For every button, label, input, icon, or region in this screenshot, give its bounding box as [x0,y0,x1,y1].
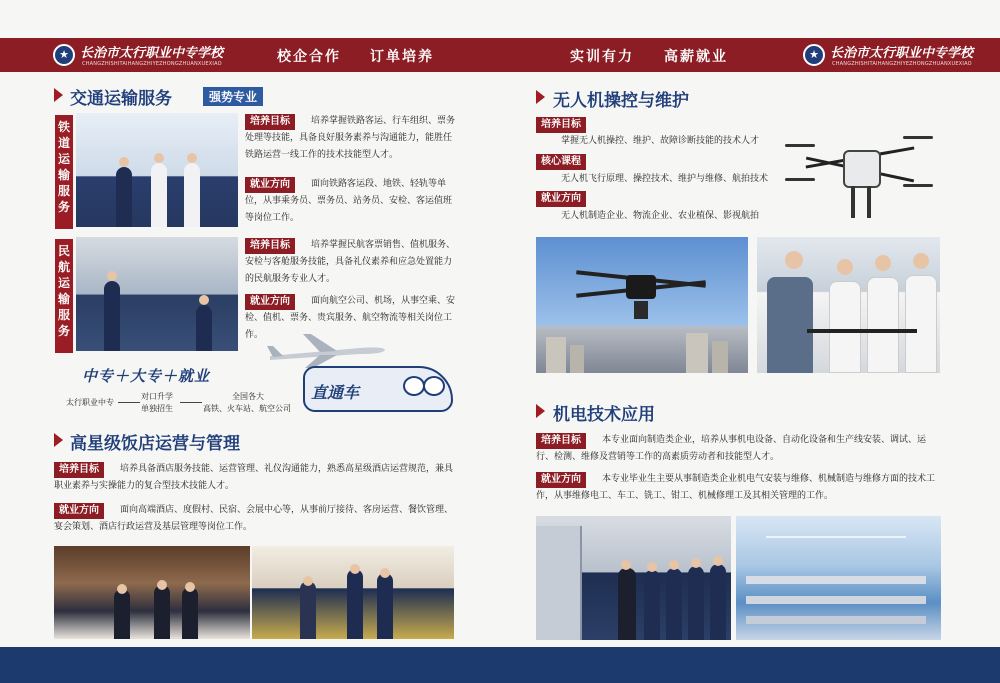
teacher-figure [618,568,636,640]
section-arrow-icon [536,90,545,104]
student-head [647,562,657,572]
hotel-goal-text: 培养具备酒店服务技能、运营管理、礼仪沟通能力，熟悉高星级酒店运营规范，兼具职业素养与实操能力的复合型技术技能人才。 [54,464,454,491]
bus-eye-icon [423,376,445,396]
footer-bar [0,647,1000,683]
hotel-title: 高星级饭店运营与管理 [70,434,240,454]
student-head [837,259,853,275]
rail-staff-photo [76,113,238,227]
school-name-right: 长治市太行职业中专学校 [830,46,974,61]
hotel-reception-photo [54,546,250,639]
hotel-job-text: 面向高端酒店、度假村、民宿、会展中心等，从事前厅接待、客房运营、餐饮管理、宴会策划、酒店行政运营及基层管理等岗位工作。 [54,505,454,532]
arrow-right-icon [118,402,140,403]
drone-lab-photo [757,237,940,373]
staff-head [185,582,195,592]
express-bus-logo [303,366,453,412]
section-arrow-icon [54,433,63,447]
mechatronics-title: 机电技术应用 [553,405,655,425]
school-sub-left: CHANGZHISHITAIHANGZHIYEZHONGZHUANXUEXIAO [82,61,222,67]
express-bus-text: 直通车 [311,383,360,402]
rail-job-text: 面向铁路客运段、地铁、轻轨等单位，从事乘务员、票务员、站务员、安检、客运值班等岗位工作。 [245,179,453,223]
drone-course-text: 无人机飞行原理、操控技术、维护与维修、航拍技术 [561,174,769,184]
student-head [875,255,891,271]
stewardess-head [199,295,209,305]
building [546,337,566,373]
drone-job-text: 无人机制造企业、物流企业、农业植保、影视航拍 [561,211,760,221]
pathway-step-2b: 单独招生 [141,404,173,413]
airplane-icon [265,328,390,370]
building [686,333,708,373]
staff-figure [300,581,316,639]
student-head [691,558,701,568]
rail-goal-text: 培养掌握铁路客运、行车组织、票务处理等技能，具备良好服务素养与沟通能力，能胜任铁路运营一线工作的技术技能型人才。 [245,116,456,160]
stewardess-figure [196,305,212,351]
slogan-3: 实训有力 [570,49,634,65]
attendant-figure [116,167,132,227]
student-figure [666,568,682,640]
staff-figure [377,573,393,639]
rotor-icon [785,144,815,147]
slogan-2: 订单培养 [370,49,434,65]
student-figure [644,570,660,640]
production-line [746,576,926,584]
aviation-goal-tag: 培养目标 [245,238,295,254]
drone-leg [851,186,855,218]
pathway-step-3b: 高铁、火车站、航空公司 [203,404,291,413]
hotel-goal-tag: 培养目标 [54,462,104,478]
staff-head [303,576,313,586]
bus-eye-icon [403,376,425,396]
hotel-housekeeping-photo [252,546,454,639]
drone-arm [807,329,917,333]
teacher-head [785,251,803,269]
drone-camera [634,301,648,319]
aviation-job-text: 面向航空公司、机场，从事空乘、安检、值机、票务、贵宾服务、航空物流等相关岗位工作。 [245,296,456,340]
student-figure [867,277,899,373]
student-figure [710,564,726,640]
rail-job-tag: 就业方向 [245,177,295,193]
drone-icon [785,128,935,220]
rotor-icon [903,184,933,187]
student-figure [829,281,861,373]
attendant-figure [184,163,200,227]
rotor-icon [785,178,815,181]
attendant-head [187,153,197,163]
student-figure [905,275,937,373]
stewardess-head [107,271,117,281]
production-line [746,596,926,604]
mechatronics-class-photo [536,516,731,640]
factory-workshop-photo [736,516,941,640]
staff-figure [114,589,130,639]
student-figure [688,566,704,640]
student-head [913,253,929,269]
attendant-head [119,157,129,167]
attendant-head [154,153,164,163]
staff-head [117,584,127,594]
school-logo-icon: ★ [803,44,825,66]
aviation-vertical-text: 民航运输服务 [57,244,70,338]
staff-head [380,568,390,578]
header-bar [0,38,1000,72]
transport-title: 交通运输服务 [70,89,172,109]
drone-body [626,275,656,299]
school-logo-icon: ★ [53,44,75,66]
control-panel [536,526,582,640]
school-name-left: 长治市太行职业中专学校 [80,46,224,61]
arrow-right-icon [180,402,202,403]
mech-goal-tag: 培养目标 [536,433,586,449]
staff-figure [182,587,198,639]
aviation-staff-photo [76,237,238,351]
pathway-step-1: 太行职业中专 [66,398,114,407]
slogan-1: 校企合作 [277,49,341,65]
section-arrow-icon [536,404,545,418]
drone-job-tag: 就业方向 [536,191,586,207]
slogan-4: 高薪就业 [664,49,728,65]
building [570,345,584,373]
mech-goal-text: 本专业面向制造类企业，培养从事机电设备、自动化设备和生产线安装、调试、运行、检测、维修及营销等工作的高素质劳动者和技能型人才。 [536,435,927,462]
strong-major-badge: 强势专业 [203,87,263,106]
rail-vertical-text: 铁道运输服务 [57,120,70,214]
staff-figure [347,569,363,639]
attendant-figure [151,163,167,227]
aviation-job-tag: 就业方向 [245,294,295,310]
hotel-job-tag: 就业方向 [54,503,104,519]
drone-title: 无人机操控与维护 [553,91,689,111]
mech-job-tag: 就业方向 [536,472,586,488]
building [712,341,728,373]
student-head [669,560,679,570]
pathway-step-3a: 全国各大 [232,392,264,401]
rail-vertical-label [55,115,73,229]
school-sub-right: CHANGZHISHITAIHANGZHIYEZHONGZHUANXUEXIAO [832,61,972,67]
drone-goal-tag: 培养目标 [536,117,586,133]
drone-goal-text: 掌握无人机操控、维护、故障诊断技能的技术人才 [561,136,760,146]
teacher-head [621,560,631,570]
stewardess-figure [104,281,120,351]
drone-flight-photo [536,237,748,373]
drone-course-tag: 核心课程 [536,154,586,170]
rotor-icon [903,136,933,139]
production-line [746,616,926,624]
aviation-vertical-label [55,239,73,353]
ceiling-light [766,536,906,538]
drone-body [843,150,881,188]
pathway-step-2a: 对口升学 [141,392,173,401]
staff-head [157,580,167,590]
rail-goal-tag: 培养目标 [245,114,295,130]
section-arrow-icon [54,88,63,102]
aviation-goal-text: 培养掌握民航客票销售、值机服务、安检与客舱服务技能，具备礼仪素养和应急处置能力的民航服务专业人才。 [245,240,456,284]
staff-head [350,564,360,574]
student-head [713,556,723,566]
teacher-figure [767,277,813,373]
mech-job-text: 本专业毕业生主要从事制造类企业机电气安装与维修、机械制造与维修方面的技术工作，从事维修电工、车工、铣工、钳工、机械修理工及其相关管理的工作。 [536,474,936,501]
staff-figure [154,585,170,639]
drone-leg [867,186,871,218]
pathway-banner: 中专＋大专＋就业 [82,367,211,385]
